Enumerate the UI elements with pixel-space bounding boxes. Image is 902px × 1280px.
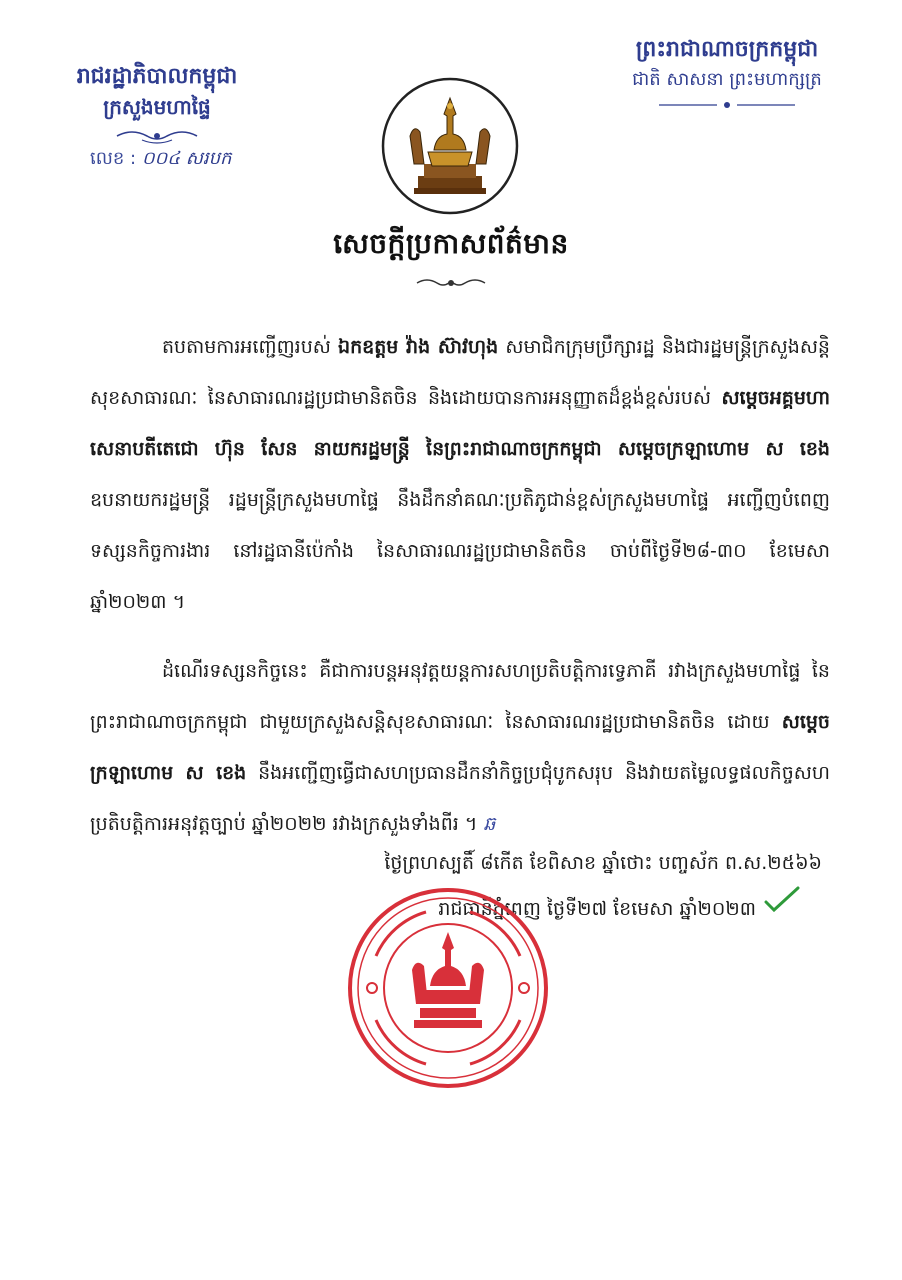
paragraph-1-text-c: សមាជិកក្រុមប្រឹក្សារដ្ឋ និងជារដ្ឋមន្ដ្រីក្រសួងសន្ដិសុខសាធារណៈ នៃសាធារណរដ្ឋប្រជាមានិតចិន និងដោយបានការអនុញ្ញាតដ៏ខ្ពង់ខ្ពស់របស់ [90,336,830,409]
national-motto: ជាតិ សាសនា ព្រះមហាក្សត្រ [632,69,822,90]
title-ornament-icon [413,276,489,290]
ministry-name: ក្រសួងមហាផ្ទៃ [103,95,211,119]
handwritten-initial: ឆ [483,813,496,835]
document-body [90,322,830,868]
lunar-date: ថ្ងៃព្រហស្បតិ៍ ៨កើត ខែពិសាខ ឆ្នាំថោះ បញ្ចស័ក ព.ស.២៥៦៦ [384,852,822,874]
document-title: សេចក្ដីប្រកាសព័ត៌មាន [333,227,569,260]
paragraph-2-text-c: នឹងអញ្ជើញធ្វើជាសហប្រធានដឹកនាំកិច្ចប្រជុំបូកសរុប និងវាយតម្លៃលទ្ធផលកិច្ចសហប្រតិបត្ដិការអនុវត្ដច្បាប់ ឆ្នាំ២០២២ រវាងក្រសួងទាំងពីរ ។ [90,762,830,835]
divider-ornament-icon [657,100,797,110]
government-name: រាជរដ្ឋាភិបាលកម្ពុជា [76,64,238,89]
solar-date: រាជធានីភ្នំពេញ ថ្ងៃទី២៧ ខែមេសា ឆ្នាំ២០២៣ [438,898,756,920]
kingdom-header [602,34,852,110]
handwritten-tick-icon [762,884,802,914]
kingdom-name: ព្រះរាជាណាចក្រកម្ពុជា [635,37,819,62]
reference-number [52,146,262,172]
paragraph-1-bold-name: ឯកឧត្ដម វ៉ាង ស៊ាវហុង [338,336,499,358]
ornament-icon [112,126,202,146]
official-seal-icon [346,886,550,1090]
ministry-header [52,62,262,172]
paragraph-1 [90,322,830,628]
royal-emblem-icon [380,76,520,216]
paragraph-2-text-a: ដំណើរទស្សនកិច្ចនេះ គឺជាការបន្ដអនុវត្ដយន្ដការសហប្រតិបត្ដិការទ្វេភាគី រវាងក្រសួងមហាផ្ទៃ នៃព្រះរាជាណាចក្រកម្ពុជា ជាមួយក្រសួងសន្ដិសុខសាធារណៈ នៃសាធារណរដ្ឋប្រជាមានិតចិន ដោយ [90,660,830,733]
paragraph-1-bold-titles: សម្ដេចអគ្គមហាសេនាបតីតេជោ ហ៊ុន សែន នាយករដ្ឋមន្ដ្រី នៃព្រះរាជាណាចក្រកម្ពុជា សម្ដេចក្រឡាហោម ស ខេង [90,387,830,460]
reference-number-value: ០០៤ សរបក [141,148,232,169]
paragraph-2-bold-name: សម្ដេចក្រឡាហោម ស ខេង [90,711,830,784]
paragraph-1-text-a: តបតាមការអញ្ជើញរបស់ [162,336,339,358]
paragraph-1-text-e: ឧបនាយករដ្ឋមន្ដ្រី រដ្ឋមន្ដ្រីក្រសួងមហាផ្ទៃ នឹងដឹកនាំគណៈប្រតិភូជាន់ខ្ពស់ក្រសួងមហាផ្ទៃ អញ្ជើញបំពេញទស្សនកិច្ចការងារ នៅរដ្ឋធានីប៉េកាំង នៃសាធារណរដ្ឋប្រជាមានិតចិន ចាប់ពីថ្ងៃទី២៨-៣០ ខែមេសា ឆ្នាំ២០២៣ ។ [90,489,830,613]
reference-number-label: លេខ : [90,148,137,169]
paragraph-2 [90,646,830,850]
